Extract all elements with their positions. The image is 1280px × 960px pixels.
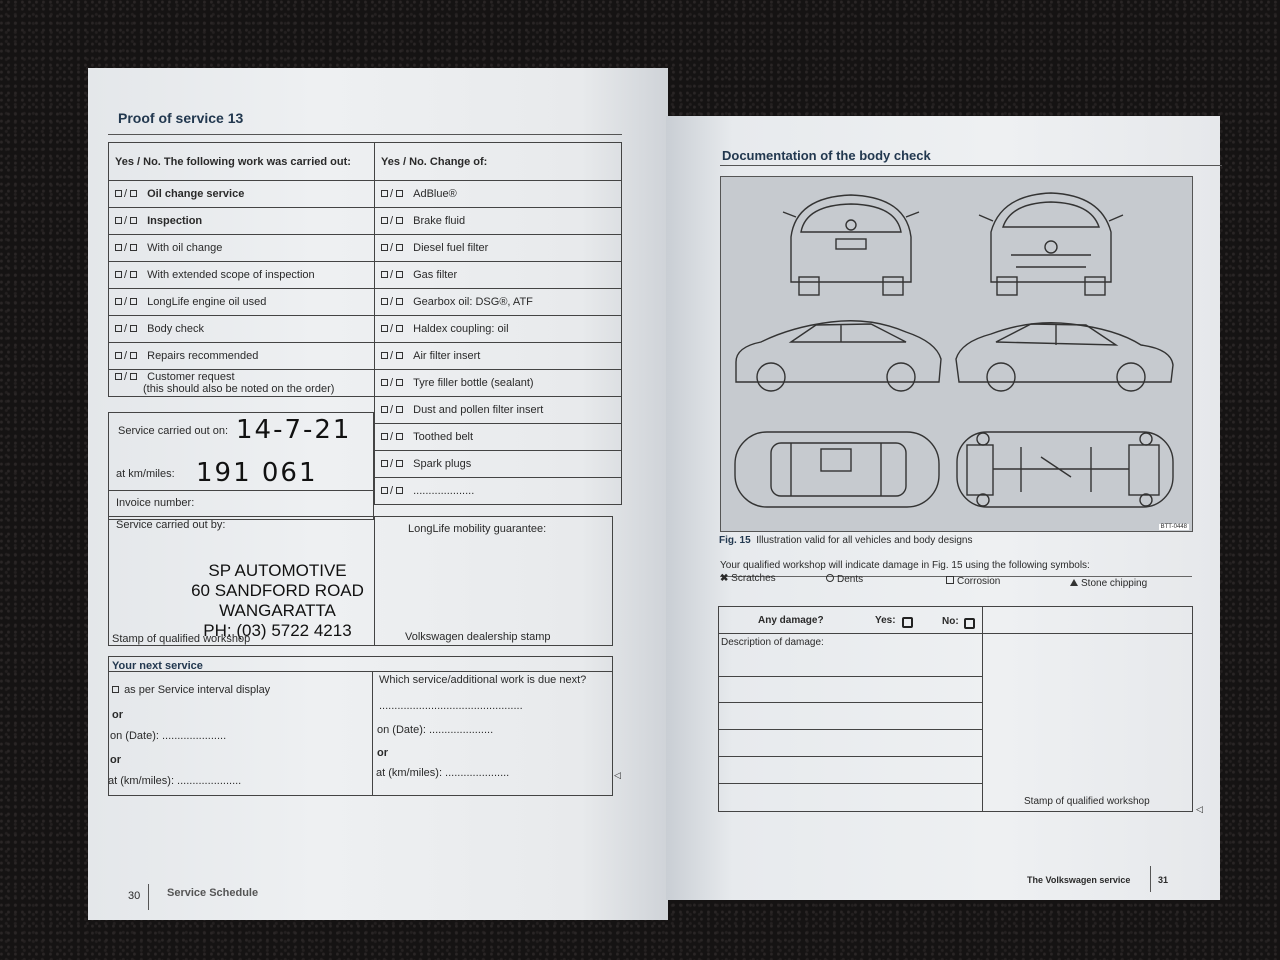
or-label: or bbox=[112, 709, 123, 721]
table-row bbox=[109, 370, 622, 397]
interval-option bbox=[112, 684, 270, 696]
change-item bbox=[375, 370, 622, 397]
yes-no-checkboxes[interactable] bbox=[115, 371, 139, 383]
stamp-line: WANGARATTA bbox=[219, 601, 336, 620]
checkbox-icon[interactable] bbox=[130, 271, 137, 278]
work-item bbox=[109, 181, 375, 208]
change-item bbox=[375, 424, 622, 451]
next-km-label: at (km/miles): ..................... bbox=[108, 775, 242, 787]
yes-no-checkboxes[interactable] bbox=[381, 350, 405, 362]
change-item bbox=[375, 181, 622, 208]
separator: / bbox=[390, 377, 394, 389]
yes-no-checkboxes[interactable] bbox=[381, 296, 405, 308]
km-label: at km/miles: bbox=[116, 468, 175, 480]
work-header: Yes / No. The following work was carried out: bbox=[109, 143, 375, 181]
page-number: 30 bbox=[128, 890, 141, 902]
footer-label: The Volkswagen service bbox=[1027, 875, 1131, 885]
table-row bbox=[109, 208, 622, 235]
or-label: or bbox=[377, 747, 388, 759]
stamp-line: SP AUTOMOTIVE bbox=[208, 561, 347, 580]
line bbox=[718, 756, 982, 757]
separator: / bbox=[390, 323, 394, 335]
yes-no-checkboxes[interactable] bbox=[381, 323, 405, 335]
change-item-label: Diesel fuel filter bbox=[413, 242, 489, 254]
checkbox-icon[interactable] bbox=[381, 379, 388, 386]
line bbox=[718, 783, 982, 784]
or-label: or bbox=[110, 754, 121, 766]
separator: / bbox=[124, 323, 128, 335]
table-row bbox=[109, 343, 622, 370]
service-date-value: 14-7-21 bbox=[236, 415, 352, 445]
checkbox-icon[interactable] bbox=[396, 298, 403, 305]
yes-no-checkboxes[interactable] bbox=[115, 350, 139, 362]
change-item-label: Tyre filler bottle (sealant) bbox=[413, 377, 534, 389]
invoice-label: Invoice number: bbox=[116, 497, 195, 509]
checkbox-icon[interactable] bbox=[130, 325, 137, 332]
work-item-label: With oil change bbox=[147, 242, 223, 254]
title-rule bbox=[108, 134, 622, 135]
table-row bbox=[109, 316, 622, 343]
change-item-label: Gas filter bbox=[413, 269, 458, 281]
separator: / bbox=[390, 431, 394, 443]
checkbox-icon[interactable] bbox=[396, 325, 403, 332]
symbol-scratches bbox=[720, 573, 776, 584]
symbol-label: Scratches bbox=[731, 573, 776, 584]
scratch-icon: ✖ bbox=[720, 573, 729, 584]
work-item bbox=[109, 370, 375, 397]
separator: / bbox=[124, 296, 128, 308]
change-item-label: Air filter insert bbox=[413, 350, 481, 362]
change-item-label: .................... bbox=[413, 485, 475, 497]
service-date-label: Service carried out on: bbox=[118, 425, 229, 437]
km-value: 191 061 bbox=[196, 458, 318, 488]
yes-no-checkboxes[interactable] bbox=[381, 215, 405, 227]
row-divider bbox=[108, 490, 374, 491]
dealership-stamp-label: Volkswagen dealership stamp bbox=[405, 631, 551, 643]
change-item bbox=[375, 478, 622, 505]
work-item bbox=[109, 289, 375, 316]
checkbox-icon[interactable] bbox=[115, 373, 122, 380]
damage-divider bbox=[982, 606, 983, 812]
car-side-view bbox=[736, 321, 941, 391]
checkbox-icon[interactable] bbox=[381, 325, 388, 332]
yes-no-checkboxes[interactable] bbox=[381, 458, 405, 470]
work-item-label: Repairs recommended bbox=[147, 350, 259, 362]
footer-divider bbox=[148, 884, 149, 910]
symbol-stone-chipping bbox=[1070, 578, 1147, 589]
yes-no-checkboxes[interactable] bbox=[381, 242, 405, 254]
page-title: Proof of service 13 bbox=[118, 110, 244, 126]
carried-out-by-label: Service carried out by: bbox=[116, 519, 226, 531]
checkbox-icon[interactable] bbox=[381, 352, 388, 359]
page-number: 31 bbox=[1158, 875, 1169, 885]
separator: / bbox=[390, 485, 394, 497]
stamp-qualified-label: Stamp of qualified workshop bbox=[112, 633, 251, 645]
separator: / bbox=[390, 215, 394, 227]
yes-no-checkboxes[interactable] bbox=[115, 215, 139, 227]
yes-no-checkboxes[interactable] bbox=[115, 269, 139, 281]
car-rear-view bbox=[783, 195, 919, 295]
next-service-title: Your next service bbox=[112, 660, 203, 672]
separator: / bbox=[390, 404, 394, 416]
separator: / bbox=[124, 350, 128, 362]
change-item bbox=[375, 235, 622, 262]
table-row bbox=[109, 181, 622, 208]
yes-no-checkboxes[interactable] bbox=[381, 188, 405, 200]
work-item bbox=[109, 343, 375, 370]
checkbox-icon[interactable] bbox=[396, 460, 403, 467]
checkbox-icon[interactable] bbox=[130, 298, 137, 305]
change-item bbox=[375, 343, 622, 370]
checkbox-icon[interactable] bbox=[115, 271, 122, 278]
checkbox-icon[interactable] bbox=[396, 217, 403, 224]
separator: / bbox=[390, 458, 394, 470]
separator: / bbox=[124, 269, 128, 281]
square-icon bbox=[946, 576, 954, 584]
checkbox-icon[interactable] bbox=[381, 487, 388, 494]
change-item-label: Spark plugs bbox=[413, 458, 472, 470]
checkbox-icon[interactable] bbox=[115, 190, 122, 197]
separator: / bbox=[124, 188, 128, 200]
line bbox=[718, 676, 982, 677]
change-item-label: Haldex coupling: oil bbox=[413, 323, 509, 335]
change-item bbox=[375, 289, 622, 316]
line bbox=[718, 729, 982, 730]
no-checkbox[interactable] bbox=[964, 618, 975, 629]
which-service-dots: ............................................... bbox=[379, 700, 523, 712]
separator: / bbox=[390, 269, 394, 281]
checkbox-icon[interactable] bbox=[396, 406, 403, 413]
damage-question: Any damage? bbox=[758, 615, 824, 626]
change-item bbox=[375, 397, 622, 424]
footer-divider bbox=[1150, 866, 1151, 892]
change-item-label: Toothed belt bbox=[413, 431, 474, 443]
next-date-label-right: on (Date): ..................... bbox=[377, 724, 494, 736]
change-item-label: Dust and pollen filter insert bbox=[413, 404, 544, 416]
triangle-icon bbox=[1070, 579, 1078, 586]
body-check-title: Documentation of the body check bbox=[722, 148, 931, 163]
separator: / bbox=[390, 188, 394, 200]
car-underside-view bbox=[957, 432, 1173, 507]
symbol-label: Stone chipping bbox=[1081, 578, 1148, 589]
checkbox-icon bbox=[112, 686, 119, 693]
change-header: Yes / No. Change of: bbox=[375, 143, 622, 181]
change-item-label: Gearbox oil: DSG®, ATF bbox=[413, 296, 533, 308]
work-item-label: Customer request bbox=[147, 371, 235, 383]
checkbox-icon[interactable] bbox=[381, 460, 388, 467]
checkbox-icon[interactable] bbox=[381, 298, 388, 305]
symbol-corrosion bbox=[946, 576, 1000, 587]
figure-code: BTT-0448 bbox=[1160, 524, 1187, 530]
yes-no-checkboxes[interactable] bbox=[381, 377, 405, 389]
yes-no-checkboxes[interactable] bbox=[115, 323, 139, 335]
car-diagram bbox=[720, 176, 1193, 532]
checkbox-icon[interactable] bbox=[381, 190, 388, 197]
checkbox-icon[interactable] bbox=[130, 373, 137, 380]
change-item-label: Brake fluid bbox=[413, 215, 466, 227]
line bbox=[718, 702, 982, 703]
triangle-icon: ◁ bbox=[1196, 804, 1203, 814]
car-front-view bbox=[979, 193, 1123, 295]
stamp-label: Stamp of qualified workshop bbox=[1024, 796, 1150, 807]
circle-icon bbox=[826, 574, 834, 582]
yes-no-checkboxes[interactable] bbox=[115, 188, 139, 200]
checkbox-icon[interactable] bbox=[115, 217, 122, 224]
damage-rule bbox=[718, 633, 1193, 634]
checkbox-icon[interactable] bbox=[115, 244, 122, 251]
figure-caption bbox=[719, 535, 972, 546]
work-item bbox=[109, 208, 375, 235]
symbols-intro: Your qualified workshop will indicate damage in Fig. 15 using the following symbols: bbox=[720, 560, 1090, 571]
yes-no-checkboxes[interactable] bbox=[381, 485, 405, 497]
checkbox-icon[interactable] bbox=[396, 271, 403, 278]
checkbox-icon[interactable] bbox=[381, 244, 388, 251]
checkbox-icon[interactable] bbox=[115, 325, 122, 332]
description-label: Description of damage: bbox=[721, 637, 824, 648]
separator: / bbox=[390, 242, 394, 254]
separator: / bbox=[124, 371, 128, 383]
checkbox-icon[interactable] bbox=[381, 433, 388, 440]
table-row bbox=[109, 289, 622, 316]
checkbox-icon[interactable] bbox=[381, 271, 388, 278]
car-illustration bbox=[721, 177, 1194, 533]
fig-label: Fig. 15 bbox=[719, 535, 751, 546]
car-side-view bbox=[956, 323, 1173, 391]
checkbox-icon[interactable] bbox=[396, 244, 403, 251]
work-item-label: Inspection bbox=[147, 215, 203, 227]
work-item-label: With extended scope of inspection bbox=[147, 269, 315, 281]
which-service-label: Which service/additional work is due next? bbox=[379, 674, 587, 686]
checkbox-icon[interactable] bbox=[396, 379, 403, 386]
yes-no-checkboxes[interactable] bbox=[381, 431, 405, 443]
checkbox-icon[interactable] bbox=[396, 190, 403, 197]
work-item-label: LongLife engine oil used bbox=[147, 296, 267, 308]
longlife-label: LongLife mobility guarantee: bbox=[408, 523, 547, 535]
interval-label: as per Service interval display bbox=[124, 684, 271, 696]
next-km-label-right: at (km/miles): ..................... bbox=[376, 767, 510, 779]
stamp-line: PH: (03) 5722 4213 bbox=[203, 621, 352, 640]
checkbox-icon[interactable] bbox=[381, 406, 388, 413]
yes-checkbox[interactable] bbox=[902, 617, 913, 628]
work-item-sub: (this should also be noted on the order) bbox=[143, 383, 335, 395]
change-item bbox=[375, 262, 622, 289]
work-item-label: Body check bbox=[147, 323, 204, 335]
separator: / bbox=[390, 350, 394, 362]
symbol-label: Dents bbox=[837, 574, 864, 585]
fig-caption-text: Illustration valid for all vehicles and body designs bbox=[756, 535, 973, 546]
checkbox-icon[interactable] bbox=[381, 217, 388, 224]
table-row bbox=[109, 262, 622, 289]
separator: / bbox=[124, 215, 128, 227]
yes-no-checkboxes[interactable] bbox=[381, 404, 405, 416]
table-row bbox=[109, 235, 622, 262]
checkbox-icon[interactable] bbox=[130, 217, 137, 224]
checkbox-icon[interactable] bbox=[396, 487, 403, 494]
next-date-label: on (Date): ..................... bbox=[110, 730, 227, 742]
separator: / bbox=[390, 296, 394, 308]
work-item bbox=[109, 235, 375, 262]
yes-label: Yes: bbox=[875, 615, 896, 626]
checkbox-icon[interactable] bbox=[130, 244, 137, 251]
change-item bbox=[375, 208, 622, 235]
checkbox-icon[interactable] bbox=[396, 352, 403, 359]
no-label: No: bbox=[942, 616, 959, 627]
workshop-stamp bbox=[170, 561, 385, 641]
work-item-label: Oil change service bbox=[147, 188, 245, 200]
stamp-line: 60 SANDFORD ROAD bbox=[191, 581, 364, 600]
work-item bbox=[109, 316, 375, 343]
triangle-icon: ◁ bbox=[614, 770, 621, 780]
work-item bbox=[109, 262, 375, 289]
separator: / bbox=[124, 242, 128, 254]
symbol-dents bbox=[826, 574, 863, 585]
footer-label: Service Schedule bbox=[167, 887, 259, 899]
checkbox-icon[interactable] bbox=[115, 352, 122, 359]
checkbox-icon[interactable] bbox=[130, 190, 137, 197]
symbol-label: Corrosion bbox=[957, 576, 1001, 587]
yes-no-checkboxes[interactable] bbox=[115, 296, 139, 308]
yes-no-checkboxes[interactable] bbox=[381, 269, 405, 281]
checkbox-icon[interactable] bbox=[115, 298, 122, 305]
next-service-divider bbox=[372, 671, 373, 796]
yes-no-checkboxes[interactable] bbox=[115, 242, 139, 254]
change-item bbox=[375, 451, 622, 478]
change-item-label: AdBlue® bbox=[413, 188, 457, 200]
checkbox-icon[interactable] bbox=[396, 433, 403, 440]
change-item bbox=[375, 316, 622, 343]
checkbox-icon[interactable] bbox=[130, 352, 137, 359]
title-rule bbox=[720, 165, 1222, 166]
car-top-view bbox=[735, 432, 939, 507]
